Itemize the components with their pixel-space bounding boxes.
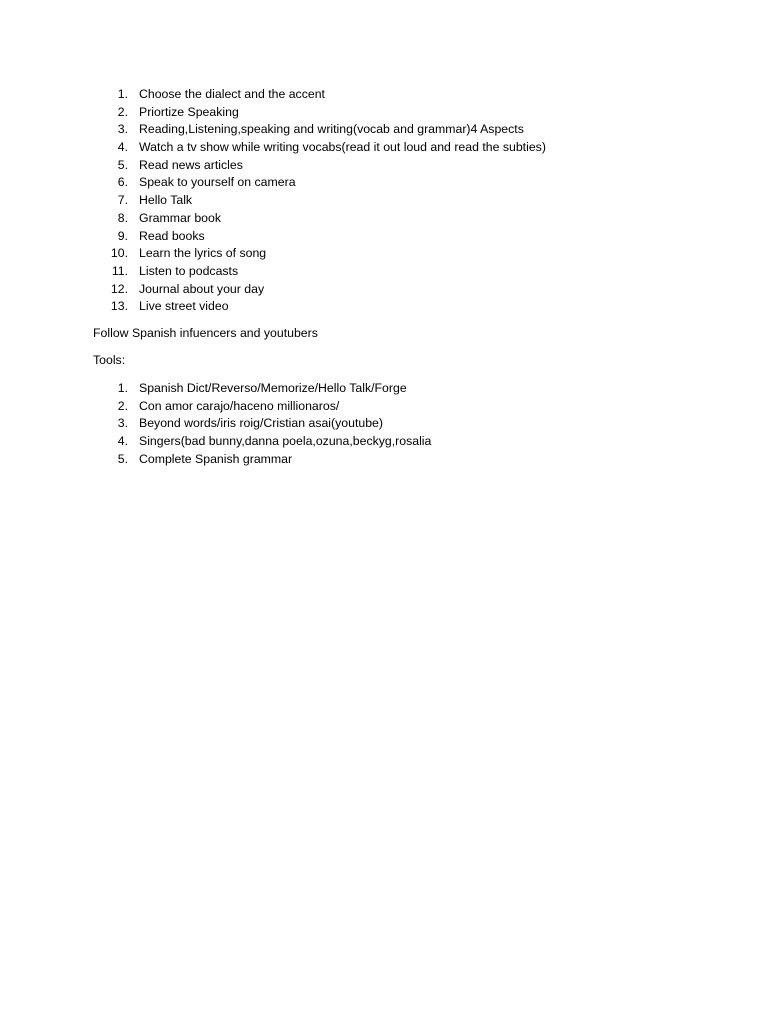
list-number: 6. [117, 175, 128, 190]
tools-list [93, 380, 713, 468]
list-item [93, 157, 713, 175]
steps-list [93, 86, 713, 316]
list-number: 12. [110, 281, 128, 296]
list-number: 11. [111, 263, 128, 278]
list-item [93, 86, 713, 104]
list-text: Spanish Dict/Reverso/Memorize/Hello Talk/Forge [139, 380, 407, 395]
list-text: Complete Spanish grammar [139, 451, 293, 466]
tools-heading: Tools: [93, 353, 126, 368]
follow-paragraph: Follow Spanish infuencers and youtubers [93, 325, 318, 340]
list-text: Watch a tv show while writing vocabs(read it out loud and read the subties) [139, 140, 546, 155]
list-text: Grammar book [139, 210, 222, 225]
list-number: 2. [117, 398, 128, 413]
list-item [93, 104, 713, 122]
list-text: Read news articles [139, 157, 243, 172]
list-text: Hello Talk [139, 193, 193, 208]
list-item [93, 192, 713, 210]
list-number: 5. [117, 157, 128, 172]
list-number: 4. [117, 140, 128, 155]
list-text: Learn the lyrics of song [139, 246, 267, 261]
list-text: Reading,Listening,speaking and writing(vocab and grammar)4 Aspects [139, 122, 524, 137]
document-content [93, 86, 713, 468]
list-number: 5. [117, 451, 128, 466]
list-number: 2. [117, 104, 128, 119]
list-item [93, 433, 713, 451]
list-text: Priortize Speaking [139, 104, 239, 119]
list-item [93, 228, 713, 246]
list-item [93, 139, 713, 157]
list-text: Read books [139, 228, 205, 243]
list-number: 1. [117, 380, 128, 395]
list-item [93, 298, 713, 316]
list-number: 7. [117, 193, 128, 208]
list-text: Live street video [139, 299, 229, 314]
list-text: Listen to podcasts [139, 263, 239, 278]
list-number: 3. [117, 122, 128, 137]
list-text: Beyond words/iris roig/Cristian asai(youtube) [139, 416, 383, 431]
list-item [93, 281, 713, 299]
list-text: Singers(bad bunny,danna poela,ozuna,beckyg,rosalia [139, 433, 432, 448]
list-text: Journal about your day [139, 281, 265, 296]
list-text: Choose the dialect and the accent [139, 87, 325, 101]
list-text: Con amor carajo/haceno millionaros/ [139, 398, 340, 413]
list-item [93, 263, 713, 281]
list-item [93, 415, 713, 433]
list-item [93, 121, 713, 139]
list-item [93, 398, 713, 416]
list-number: 3. [117, 416, 128, 431]
list-item [93, 245, 713, 263]
list-number: 9. [117, 228, 128, 243]
list-number: 13. [110, 299, 128, 314]
list-number: 10. [110, 246, 128, 261]
list-item [93, 451, 713, 469]
list-item [93, 380, 713, 398]
list-number: 4. [117, 433, 128, 448]
list-item [93, 174, 713, 192]
list-text: Speak to yourself on camera [139, 175, 296, 190]
list-item [93, 210, 713, 228]
list-number: 1. [117, 87, 128, 101]
list-number: 8. [117, 210, 128, 225]
